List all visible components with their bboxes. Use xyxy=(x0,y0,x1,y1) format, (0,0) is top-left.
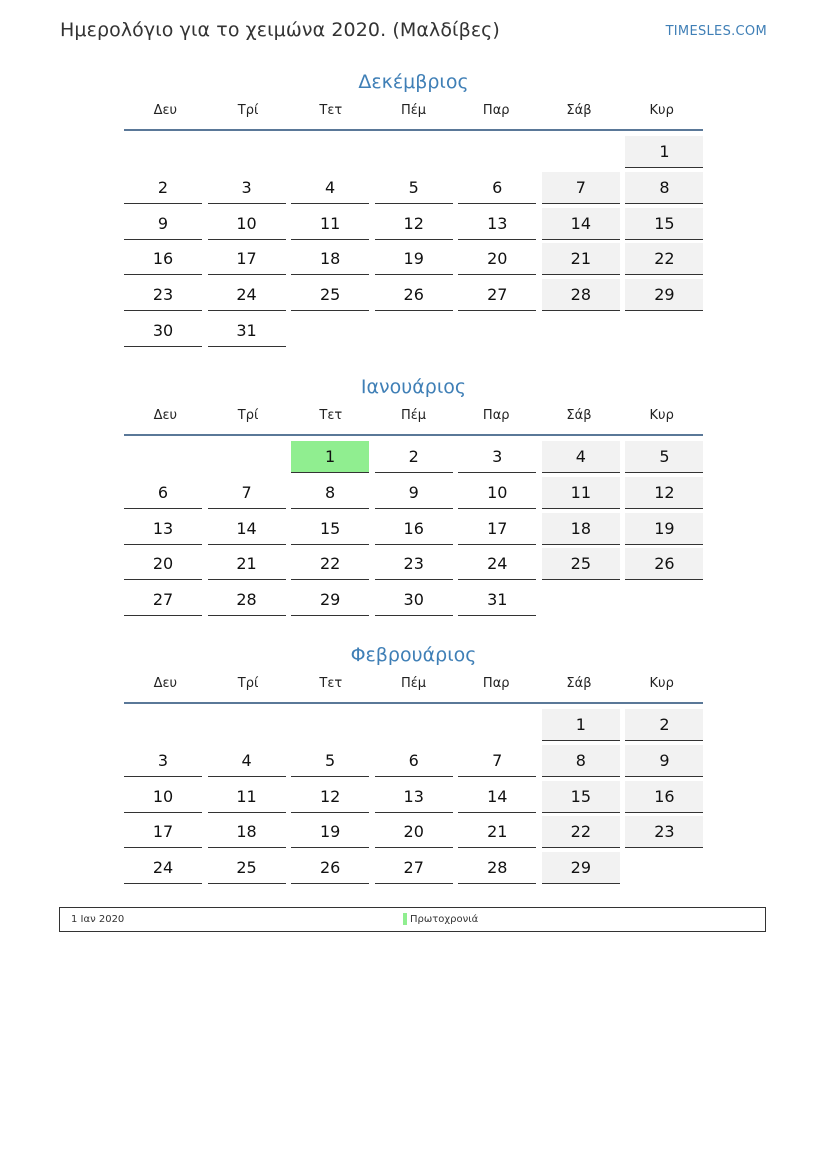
legend-date: 1 Ιαν 2020 xyxy=(71,914,125,925)
day-cell[interactable]: 20 xyxy=(375,816,453,848)
day-grid xyxy=(124,136,703,351)
day-cell[interactable]: 14 xyxy=(542,208,620,240)
weekday-label: Κυρ xyxy=(649,103,674,118)
weekday-label: Πέμ xyxy=(400,676,427,691)
week-row xyxy=(124,136,703,172)
day-cell[interactable]: 2 xyxy=(625,709,703,741)
day-cell[interactable]: 29 xyxy=(291,584,369,616)
day-cell[interactable]: 14 xyxy=(458,781,536,813)
day-cell[interactable]: 27 xyxy=(375,852,453,884)
day-cell[interactable]: 17 xyxy=(458,513,536,545)
day-cell[interactable]: 11 xyxy=(542,477,620,509)
day-cell[interactable]: 11 xyxy=(208,781,286,813)
day-cell[interactable]: 28 xyxy=(458,852,536,884)
day-cell[interactable]: 1 xyxy=(625,136,703,168)
day-cell[interactable]: 24 xyxy=(208,279,286,311)
weekday-label: Δευ xyxy=(153,408,178,423)
day-cell[interactable]: 18 xyxy=(542,513,620,545)
day-cell[interactable]: 17 xyxy=(124,816,202,848)
day-cell[interactable]: 10 xyxy=(208,208,286,240)
weekday-label: Δευ xyxy=(153,676,178,691)
site-brand-link[interactable]: TIMESLES.COM xyxy=(665,24,767,39)
day-cell[interactable]: 9 xyxy=(124,208,202,240)
weekday-label: Σάβ xyxy=(566,408,592,423)
month-title: Δεκέμβριος xyxy=(358,71,469,93)
day-cell[interactable]: 8 xyxy=(625,172,703,204)
weekday-label: Κυρ xyxy=(649,676,674,691)
day-cell[interactable]: 16 xyxy=(124,243,202,275)
week-row xyxy=(124,781,703,817)
weekday-label: Σάβ xyxy=(566,676,592,691)
day-cell[interactable]: 27 xyxy=(458,279,536,311)
week-row xyxy=(124,548,703,584)
day-cell[interactable]: 28 xyxy=(208,584,286,616)
day-cell[interactable]: 22 xyxy=(291,548,369,580)
day-cell[interactable]: 7 xyxy=(542,172,620,204)
week-row xyxy=(124,279,703,315)
legend-holiday-name: Πρωτοχρονιά xyxy=(410,914,479,925)
week-row xyxy=(124,709,703,745)
day-cell[interactable]: 1 xyxy=(291,441,369,473)
week-row xyxy=(124,584,703,620)
day-cell[interactable]: 5 xyxy=(291,745,369,777)
week-row xyxy=(124,477,703,513)
day-cell[interactable]: 12 xyxy=(375,208,453,240)
day-cell[interactable]: 30 xyxy=(375,584,453,616)
page-title: Ημερολόγιο για το χειμώνα 2020. (Μαλδίβες) xyxy=(60,19,500,41)
weekday-label: Παρ xyxy=(482,103,510,118)
day-cell[interactable]: 28 xyxy=(542,279,620,311)
month-title: Φεβρουάριος xyxy=(350,644,477,666)
weekday-label: Τρί xyxy=(237,676,259,691)
week-row xyxy=(124,208,703,244)
day-cell[interactable]: 20 xyxy=(458,243,536,275)
weekday-label: Κυρ xyxy=(649,408,674,423)
day-cell[interactable]: 15 xyxy=(542,781,620,813)
month-february xyxy=(124,640,703,888)
day-grid xyxy=(124,441,703,620)
day-cell[interactable]: 19 xyxy=(625,513,703,545)
day-cell[interactable]: 13 xyxy=(458,208,536,240)
weekday-label: Τρί xyxy=(237,408,259,423)
day-cell[interactable]: 19 xyxy=(291,816,369,848)
week-row xyxy=(124,172,703,208)
day-cell[interactable]: 8 xyxy=(542,745,620,777)
day-cell[interactable]: 4 xyxy=(542,441,620,473)
day-cell[interactable]: 24 xyxy=(458,548,536,580)
week-row xyxy=(124,513,703,549)
day-cell[interactable]: 6 xyxy=(124,477,202,509)
week-row xyxy=(124,315,703,351)
day-cell[interactable]: 1 xyxy=(542,709,620,741)
day-cell[interactable]: 31 xyxy=(208,315,286,347)
weekday-label: Πέμ xyxy=(400,408,427,423)
weekday-label: Τετ xyxy=(319,676,343,691)
day-cell[interactable]: 19 xyxy=(375,243,453,275)
day-cell[interactable]: 4 xyxy=(208,745,286,777)
day-cell[interactable]: 15 xyxy=(291,513,369,545)
day-cell[interactable]: 23 xyxy=(625,816,703,848)
day-cell[interactable]: 25 xyxy=(291,279,369,311)
day-cell[interactable]: 21 xyxy=(208,548,286,580)
day-cell[interactable]: 5 xyxy=(375,172,453,204)
day-cell[interactable]: 6 xyxy=(375,745,453,777)
day-cell[interactable]: 9 xyxy=(375,477,453,509)
weekday-label: Παρ xyxy=(482,676,510,691)
day-cell[interactable]: 26 xyxy=(375,279,453,311)
day-cell[interactable]: 7 xyxy=(208,477,286,509)
weekday-label: Σάβ xyxy=(566,103,592,118)
month-january xyxy=(124,372,703,620)
day-cell[interactable]: 18 xyxy=(291,243,369,275)
day-cell[interactable]: 14 xyxy=(208,513,286,545)
day-cell[interactable]: 26 xyxy=(625,548,703,580)
day-cell[interactable]: 11 xyxy=(291,208,369,240)
day-cell[interactable]: 6 xyxy=(458,172,536,204)
day-cell[interactable]: 4 xyxy=(291,172,369,204)
holiday-legend xyxy=(59,907,766,932)
week-row xyxy=(124,745,703,781)
day-cell[interactable]: 9 xyxy=(625,745,703,777)
weekday-label: Παρ xyxy=(482,408,510,423)
day-cell[interactable]: 7 xyxy=(458,745,536,777)
week-row xyxy=(124,243,703,279)
day-cell[interactable]: 21 xyxy=(458,816,536,848)
day-cell[interactable]: 12 xyxy=(625,477,703,509)
day-cell[interactable]: 23 xyxy=(375,548,453,580)
week-row xyxy=(124,441,703,477)
weekday-header xyxy=(124,97,703,131)
day-grid xyxy=(124,709,703,888)
day-cell[interactable]: 13 xyxy=(375,781,453,813)
day-cell[interactable]: 10 xyxy=(124,781,202,813)
day-cell[interactable]: 16 xyxy=(375,513,453,545)
day-cell[interactable]: 8 xyxy=(291,477,369,509)
day-cell[interactable]: 25 xyxy=(542,548,620,580)
weekday-header xyxy=(124,670,703,704)
day-cell[interactable]: 23 xyxy=(124,279,202,311)
month-december xyxy=(124,67,703,351)
day-cell[interactable]: 18 xyxy=(208,816,286,848)
day-cell[interactable]: 27 xyxy=(124,584,202,616)
day-cell[interactable]: 22 xyxy=(542,816,620,848)
day-cell[interactable]: 13 xyxy=(124,513,202,545)
week-row xyxy=(124,816,703,852)
day-cell[interactable]: 29 xyxy=(625,279,703,311)
day-cell[interactable]: 29 xyxy=(542,852,620,884)
day-cell[interactable]: 3 xyxy=(458,441,536,473)
day-cell[interactable]: 16 xyxy=(625,781,703,813)
day-cell[interactable]: 12 xyxy=(291,781,369,813)
month-title: Ιανουάριος xyxy=(360,376,467,398)
day-cell[interactable]: 3 xyxy=(208,172,286,204)
day-cell[interactable]: 21 xyxy=(542,243,620,275)
day-cell[interactable]: 24 xyxy=(124,852,202,884)
day-cell[interactable]: 17 xyxy=(208,243,286,275)
day-cell[interactable]: 2 xyxy=(124,172,202,204)
weekday-label: Τετ xyxy=(319,408,343,423)
day-cell[interactable]: 2 xyxy=(375,441,453,473)
weekday-header xyxy=(124,402,703,436)
day-cell[interactable]: 22 xyxy=(625,243,703,275)
weekday-label: Τετ xyxy=(319,103,343,118)
day-cell[interactable]: 30 xyxy=(124,315,202,347)
weekday-label: Πέμ xyxy=(400,103,427,118)
legend-swatch xyxy=(403,913,407,925)
week-row xyxy=(124,852,703,888)
day-cell[interactable]: 20 xyxy=(124,548,202,580)
day-cell[interactable]: 10 xyxy=(458,477,536,509)
day-cell[interactable]: 26 xyxy=(291,852,369,884)
weekday-label: Δευ xyxy=(153,103,178,118)
day-cell[interactable]: 5 xyxy=(625,441,703,473)
day-cell[interactable]: 25 xyxy=(208,852,286,884)
day-cell[interactable]: 31 xyxy=(458,584,536,616)
day-cell[interactable]: 15 xyxy=(625,208,703,240)
weekday-label: Τρί xyxy=(237,103,259,118)
day-cell[interactable]: 3 xyxy=(124,745,202,777)
